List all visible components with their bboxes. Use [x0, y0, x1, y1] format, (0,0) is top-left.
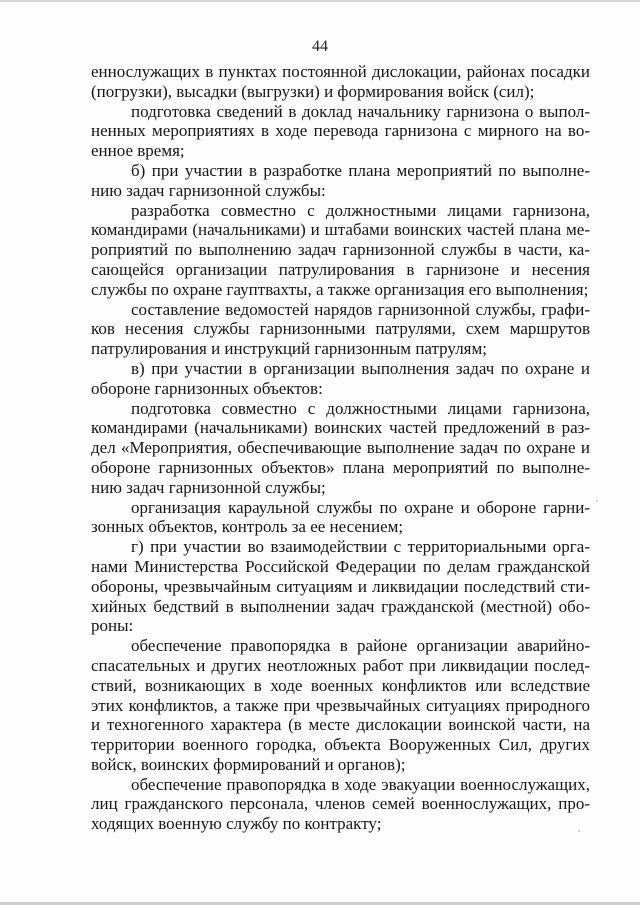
text-line: еннослужащих в пунктах постоянной дислокации, районах посадки — [91, 62, 590, 81]
text-line: спасательных и других неотложных работ при ликвидации послед- — [91, 655, 590, 675]
text-line: и техногенного характера (в месте дислокации воинской части, на — [91, 715, 590, 735]
body-text — [91, 62, 590, 834]
text-line: командирами (начальниками) и штабами воинских частей плана ме- — [91, 220, 590, 240]
text-line: патрулирования и инструкций гарнизонным патрулям; — [91, 339, 487, 359]
text-line: дел «Мероприятия, обеспечивающие выполнение задач по охране и — [91, 438, 590, 458]
text-line: территории военного городка, объекта Вооруженных Сил, других — [91, 735, 590, 755]
text-line: г) при участии во взаимодействии с территориальными орга- — [131, 537, 590, 557]
text-line: зонных объектов, контроль за ее несением; — [91, 517, 404, 537]
text-line: нами Министерства Российской Федерации по делам гражданской — [91, 556, 590, 576]
text-line: ходящих военную службу по контракту; — [91, 814, 382, 834]
text-line: обороне гарнизонных объектов: — [91, 378, 323, 398]
text-line: нию задач гарнизонной службы: — [91, 180, 326, 200]
text-line: обеспечение правопорядка в районе организации аварийно- — [131, 636, 590, 656]
text-line: составление ведомостей нарядов гарнизонной службы, графи- — [131, 299, 590, 319]
scan-speck — [578, 830, 580, 832]
text-line: роны: — [91, 616, 134, 636]
text-line: подготовка сведений в доклад начальнику гарнизона о выпол- — [131, 101, 590, 121]
scan-speck — [596, 500, 598, 502]
text-line: обороны, чрезвычайным ситуациям и ликвидации последствий сти- — [91, 576, 590, 596]
text-line: сающейся организации патрулирования в гарнизоне и несения — [91, 259, 590, 279]
text-line: ков несения службы гарнизонными патрулями, схем маршрутов — [91, 319, 590, 339]
text-line: нию задач гарнизонной службы; — [91, 477, 326, 497]
text-line: лиц гражданского персонала, членов семей военнослужащих, про- — [91, 794, 590, 814]
text-line: в) при участии в организации выполнения задач по охране и — [131, 358, 590, 378]
text-line: (погрузки), высадки (выгрузки) и формирования войск (сил); — [91, 81, 535, 101]
text-line: обороне гарнизонных объектов» плана мероприятий по выполне- — [91, 457, 590, 477]
scan-edge-line — [0, 0, 640, 2]
text-line: роприятий по выполнению задач гарнизонной службы в части, ка- — [91, 240, 590, 260]
text-line: ненных мероприятиях в ходе перевода гарнизона с мирного на во- — [91, 121, 590, 141]
text-line: хийных бедствий в выполнении задач гражданской (местной) обо- — [91, 596, 590, 616]
text-line: службы по охране гауптвахты, а также организация его выполнения; — [91, 279, 589, 299]
text-line: командирами (начальниками) воинских частей предложений в раз- — [91, 418, 590, 438]
text-line: обеспечение правопорядка в ходе эвакуации военнослужащих, — [131, 774, 590, 794]
page-number: 44 — [312, 38, 328, 55]
text-line: ствий, возникающих в ходе военных конфликтов или вследствие — [91, 675, 590, 695]
text-line: подготовка совместно с должностными лицами гарнизона, — [131, 398, 590, 418]
text-line: этих конфликтов, а также при чрезвычайных ситуациях природного — [91, 695, 590, 715]
text-line: енное время; — [91, 141, 185, 161]
text-line: войск, воинских формирований и органов); — [91, 754, 406, 774]
text-line: разработка совместно с должностными лицами гарнизона, — [131, 200, 590, 220]
text-line: б) при участии в разработке плана мероприятий по выполне- — [131, 160, 590, 180]
text-line: организация караульной службы по охране и обороне гарни- — [131, 497, 590, 517]
